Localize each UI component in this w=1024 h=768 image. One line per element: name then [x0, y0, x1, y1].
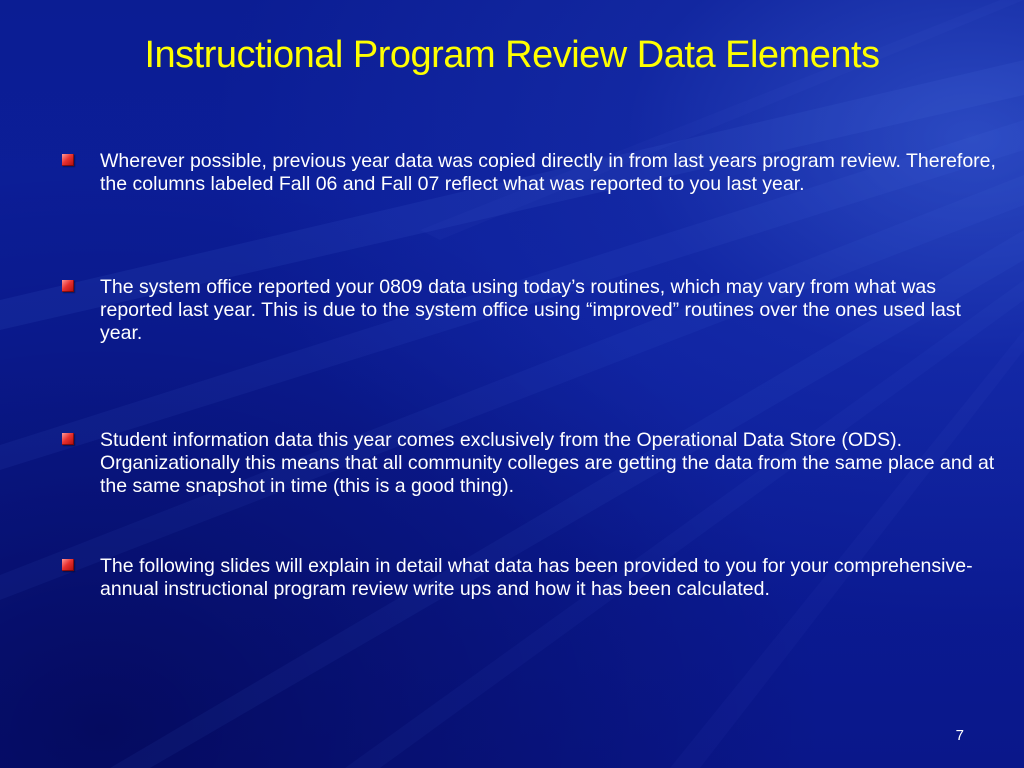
square-bullet-icon [62, 559, 74, 571]
page-number: 7 [955, 727, 964, 744]
square-bullet-icon [62, 280, 74, 292]
bullet-item [100, 276, 1005, 345]
bullet-item [100, 555, 1005, 601]
bullet-item [100, 150, 1005, 196]
bullet-text: The following slides will explain in detail what data has been provided to you for your comprehensive-annual instructional program review write ups and how it has been calculated. [100, 555, 973, 600]
bullet-text: The system office reported your 0809 data using today’s routines, which may vary from what was reported last year. This is due to the system office using “improved” routines over the ones used last year. [100, 276, 961, 344]
bullet-item [100, 429, 1005, 498]
square-bullet-icon [62, 433, 74, 445]
slide-title: Instructional Program Review Data Elements [144, 34, 880, 76]
bullet-text: Student information data this year comes exclusively from the Operational Data Store (ODS). Organizationally this means that all community colleges are getting the data from the same place and at the same snapshot in time (this is a good thing). [100, 429, 995, 497]
square-bullet-icon [62, 154, 74, 166]
bullet-text: Wherever possible, previous year data was copied directly in from last years program review. Therefore, the columns labeled Fall 06 and Fall 07 reflect what was reported to you last year. [100, 150, 996, 195]
